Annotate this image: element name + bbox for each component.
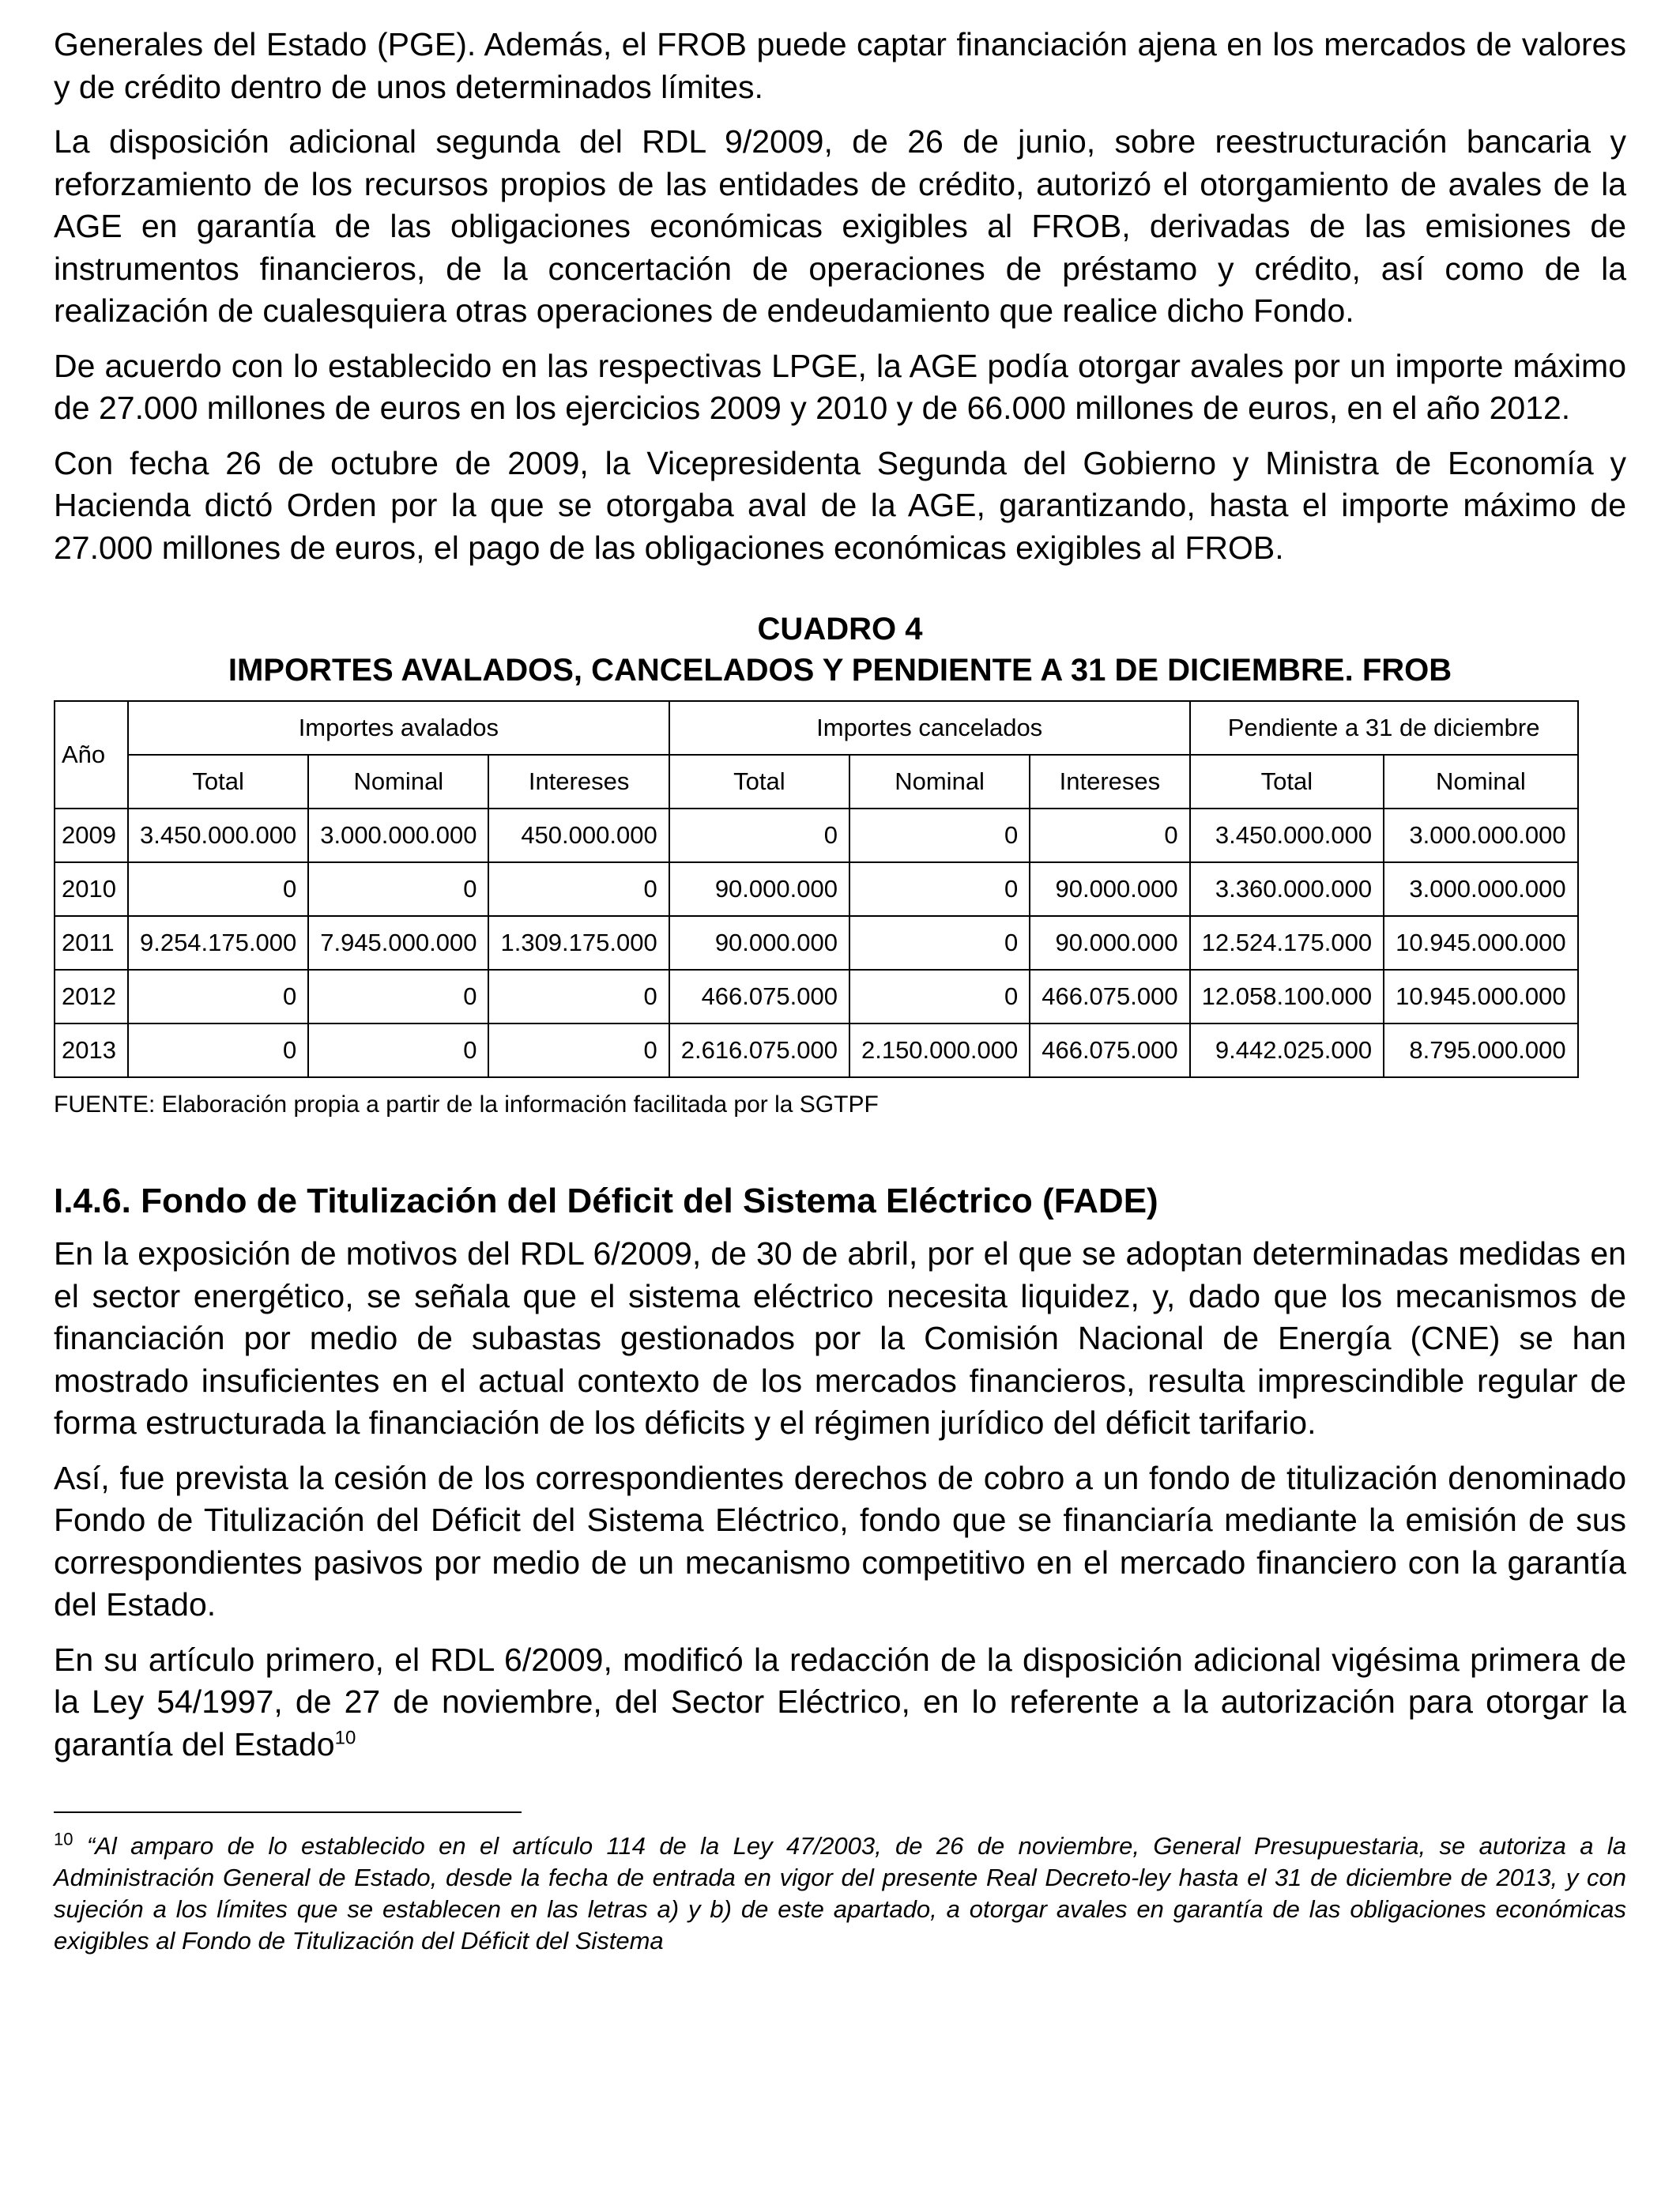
table-cell: 0: [669, 809, 849, 862]
document-page: [54, 24, 1626, 1957]
table-cell: 450.000.000: [488, 809, 669, 862]
table-cell: 1.309.175.000: [488, 916, 669, 970]
table-cell: 466.075.000: [1030, 1023, 1189, 1077]
table-cell: 3.000.000.000: [1384, 862, 1578, 916]
year-cell: 2012: [55, 970, 128, 1023]
table-cell: 90.000.000: [669, 916, 849, 970]
table-cell: 9.442.025.000: [1190, 1023, 1384, 1077]
footnote-text: “Al amparo de lo establecido en el artículo 114 de la Ley 47/2003, de 26 de noviembre, General Presupuestaria, se autoriza a la Administración General de Estado, desde la fecha de entrada en vigor del presente Real Decreto-ley hasta el 31 de diciembre de 2013, y con sujeción a los límites que se establecen en las letras a) y b) de este apartado, a otorgar avales en garantía de las obligaciones económicas exigibles al Fondo de Titulización del Déficit del Sistema: [54, 1832, 1626, 1955]
paragraph: Así, fue prevista la cesión de los correspondientes derechos de cobro a un fondo de titulización denominado Fondo de Titulización del Déficit del Sistema Eléctrico, fondo que se financiaría mediante la emisión de sus correspondientes pasivos por medio de un mecanismo competitivo en el mercado financiero con la garantía del Estado.: [54, 1459, 1626, 1623]
table-cell: 90.000.000: [669, 862, 849, 916]
footnote: [54, 1830, 1626, 1957]
table-source: FUENTE: Elaboración propia a partir de la información facilitada por la SGTPF: [54, 1091, 879, 1118]
footnote-reference[interactable]: 10: [334, 1726, 356, 1748]
table-cell: 9.254.175.000: [128, 916, 308, 970]
table-cell: 0: [128, 1023, 308, 1077]
table-row: [55, 1023, 1578, 1077]
paragraph-text: En su artículo primero, el RDL 6/2009, modificó la redacción de la disposición adicional vigésima primera de la Ley 54/1997, de 27 de noviembre, del Sector Eléctrico, en lo referente a la autorización para otorgar la garantía del Estado: [54, 1641, 1626, 1762]
table-cell: 7.945.000.000: [308, 916, 488, 970]
year-cell: 2013: [55, 1023, 128, 1077]
footnote-number: 10: [54, 1829, 73, 1849]
table-cell: 3.450.000.000: [128, 809, 308, 862]
table-cell: 0: [849, 916, 1030, 970]
group-header: Importes avalados: [128, 701, 669, 755]
paragraph: La disposición adicional segunda del RDL 9/2009, de 26 de junio, sobre reestructuración bancaria y reforzamiento de los recursos propios de las entidades de crédito, autorizó el otorgamiento de avales de la AGE en garantía de las obligaciones económicas exigibles al FROB, derivadas de las emisiones de instrumentos financieros, de la concertación de operaciones de préstamo y crédito, así como de la realización de cualesquiera otras operaciones de endeudamiento que realice dicho Fondo.: [54, 123, 1626, 329]
group-header: Importes cancelados: [669, 701, 1190, 755]
table-row: [55, 970, 1578, 1023]
table-cell: 466.075.000: [1030, 970, 1189, 1023]
table-cell: 3.000.000.000: [1384, 809, 1578, 862]
table-cell: 0: [128, 862, 308, 916]
paragraph: De acuerdo con lo establecido en las respectivas LPGE, la AGE podía otorgar avales por un importe máximo de 27.000 millones de euros en los ejercicios 2009 y 2010 y de 66.000 millones de euros, en el año 2012.: [54, 347, 1626, 426]
table-cell: 0: [308, 970, 488, 1023]
table-cell: 12.058.100.000: [1190, 970, 1384, 1023]
table-cell: 8.795.000.000: [1384, 1023, 1578, 1077]
table-cell: 90.000.000: [1030, 916, 1189, 970]
year-cell: 2011: [55, 916, 128, 970]
column-header: Nominal: [308, 755, 488, 809]
table-cell: 0: [308, 862, 488, 916]
table-cell: 0: [488, 1023, 669, 1077]
table-cell: 3.450.000.000: [1190, 809, 1384, 862]
table-cell: 2.616.075.000: [669, 1023, 849, 1077]
section-heading: I.4.6. Fondo de Titulización del Déficit del Sistema Eléctrico (FADE): [54, 1182, 1158, 1220]
column-header: Intereses: [1030, 755, 1189, 809]
column-header: Intereses: [488, 755, 669, 809]
column-header: Nominal: [1384, 755, 1578, 809]
table-cell: 0: [849, 809, 1030, 862]
paragraph: En la exposición de motivos del RDL 6/2009, de 30 de abril, por el que se adoptan determinadas medidas en el sector energético, se señala que el sistema eléctrico necesita liquidez, y, dado que los mecanismos de financiación por medio de subastas gestionados por la Comisión Nacional de Energía (CNE) se han mostrado insuficientes en el actual contexto de los mercados financieros, resulta imprescindible regular de forma estructurada la financiación de los déficits y el régimen jurídico del déficit tarifario.: [54, 1235, 1626, 1441]
column-header: Nominal: [849, 755, 1030, 809]
column-header: Total: [669, 755, 849, 809]
table-cell: 0: [488, 970, 669, 1023]
column-header: Total: [128, 755, 308, 809]
table-subtitle: IMPORTES AVALADOS, CANCELADOS Y PENDIENTE A 31 DE DICIEMBRE. FROB: [228, 653, 1452, 688]
year-cell: 2009: [55, 809, 128, 862]
paragraph: Generales del Estado (PGE). Además, el FROB puede captar financiación ajena en los mercados de valores y de crédito dentro de unos determinados límites.: [54, 26, 1626, 105]
data-table: [54, 700, 1579, 1078]
table-row: [55, 862, 1578, 916]
table-cell: 3.360.000.000: [1190, 862, 1384, 916]
column-header: Total: [1190, 755, 1384, 809]
table-cell: 3.000.000.000: [308, 809, 488, 862]
table-cell: 0: [849, 862, 1030, 916]
table-cell: 90.000.000: [1030, 862, 1189, 916]
table-cell: 0: [128, 970, 308, 1023]
year-header: Año: [55, 701, 128, 809]
footnote-separator: [54, 1811, 522, 1813]
table-cell: 10.945.000.000: [1384, 970, 1578, 1023]
table-cell: 2.150.000.000: [849, 1023, 1030, 1077]
table-row: [55, 916, 1578, 970]
paragraph: Con fecha 26 de octubre de 2009, la Vicepresidenta Segunda del Gobierno y Ministra de Economía y Hacienda dictó Orden por la que se otorgaba aval de la AGE, garantizando, hasta el importe máximo de 27.000 millones de euros, el pago de las obligaciones económicas exigibles al FROB.: [54, 444, 1626, 566]
table-cell: 10.945.000.000: [1384, 916, 1578, 970]
table-cell: 0: [1030, 809, 1189, 862]
table-cell: 0: [308, 1023, 488, 1077]
table-cell: 0: [488, 862, 669, 916]
year-cell: 2010: [55, 862, 128, 916]
group-header: Pendiente a 31 de diciembre: [1190, 701, 1578, 755]
table-row: [55, 809, 1578, 862]
paragraph-with-footnote: [54, 1639, 1626, 1766]
table-cell: 466.075.000: [669, 970, 849, 1023]
table-cell: 12.524.175.000: [1190, 916, 1384, 970]
table-title: CUADRO 4: [757, 612, 923, 647]
table-cell: 0: [849, 970, 1030, 1023]
